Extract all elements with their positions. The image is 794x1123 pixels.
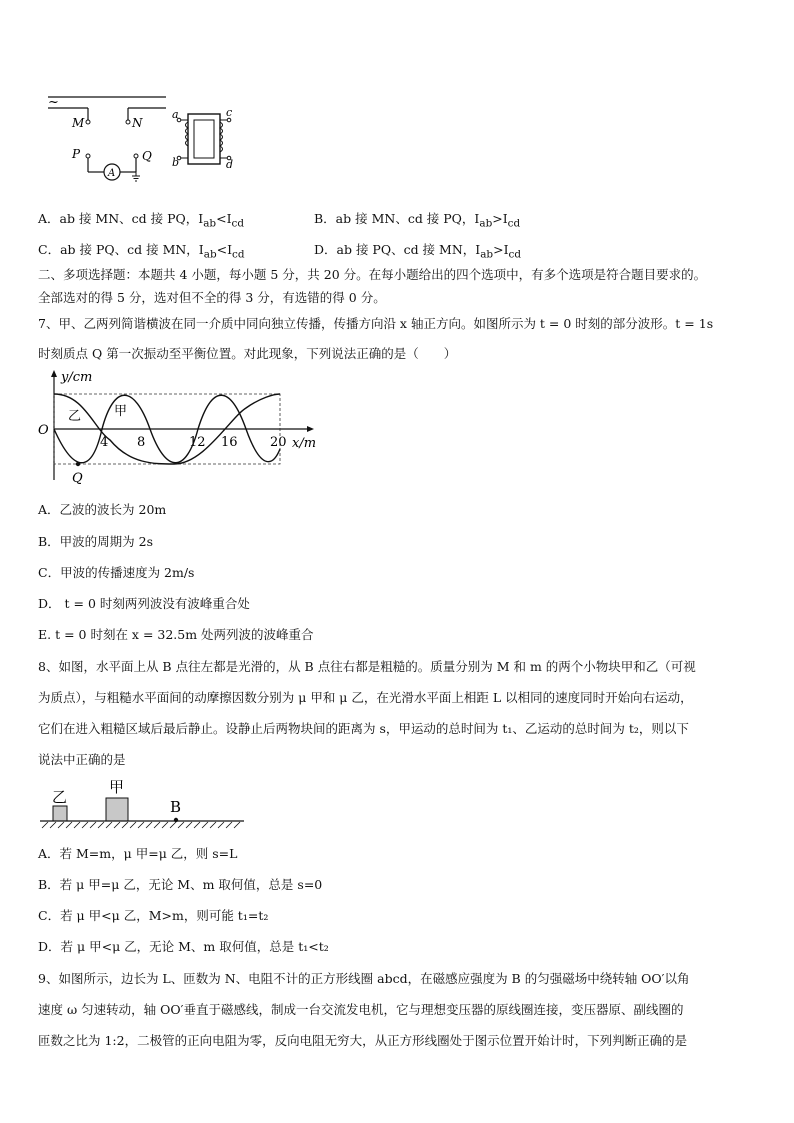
ac-symbol: ~ — [48, 95, 59, 110]
q6-option-a: A．ab 接 MN、cd 接 PQ，$I_{ab}<I_{cd}$ — [38, 211, 245, 230]
q9-stem-line1: 9、如图所示，边长为 L、匝数为 N、电阻不计的正方形线圈 abcd，在磁感应强度为 B 的匀强磁场中绕转轴 OO′以角 — [38, 971, 690, 986]
q9-stem-line3: 匝数之比为 1:2，二极管的正向电阻为零，反向电阻无穷大，从正方形线圈处于图示位置开始计时，下列判断正确的是 — [38, 1033, 688, 1048]
q8-stem-line2: 为质点），与粗糙水平面间的动摩擦因数分别为 μ 甲和 μ 乙，在光滑水平面上相距 L 以相同的速度同时开始向右运动， — [38, 690, 693, 705]
terminal-n: N — [132, 116, 143, 130]
terminal-a: a — [172, 108, 179, 121]
q8-option-d: D．若 μ 甲<μ 乙，无论 M、m 取何值，总是 t₁<t₂ — [38, 939, 329, 954]
q9-stem-line2: 速度 ω 匀速转动，轴 OO′垂直于磁感线，制成一台交流发电机，它与理想变压器的原线圈连接，变压器原、副线圈的 — [38, 1002, 684, 1017]
point-q-label: Q — [72, 471, 83, 484]
origin-label: O — [38, 423, 49, 438]
x-tick-12: 12 — [189, 435, 206, 450]
terminal-q: Q — [142, 149, 152, 163]
q8-option-a: A．若 M=m，μ 甲=μ 乙，则 s=L — [38, 846, 238, 861]
section2-heading-line1: 二、多项选择题：本题共 4 小题，每小题 5 分，共 20 分。在每小题给出的四个选项中，有多个选项是符合题目要求的。 — [38, 267, 707, 282]
point-b-label: B — [170, 798, 182, 816]
q7-option-c: C．甲波的传播速度为 2m/s — [38, 565, 195, 580]
q7-option-e: E. t = 0 时刻在 x = 32.5m 处两列波的波峰重合 — [38, 627, 314, 642]
ammeter-label: A — [108, 168, 116, 179]
terminal-p: P — [72, 147, 81, 161]
terminal-c: c — [226, 106, 233, 119]
x-tick-20: 20 — [270, 435, 287, 450]
q8-option-c: C．若 μ 甲<μ 乙，M>m，则可能 t₁=t₂ — [38, 908, 269, 923]
q7-option-b: B．甲波的周期为 2s — [38, 534, 154, 549]
q8-stem-line1: 8、如图，水平面上从 B 点往左都是光滑的，从 B 点往右都是粗糙的。质量分别为 M 和 m 的两个小物块甲和乙（可视 — [38, 659, 696, 674]
q6-option-c: C．ab 接 PQ、cd 接 MN，$I_{ab}<I_{cd}$ — [38, 242, 245, 261]
block-jia-label: 甲 — [109, 778, 125, 796]
q8-stem-line3: 它们在进入粗糙区域后最后静止。设静止后两物块间的距离为 s，甲运动的总时间为 t₁、乙运动的总时间为 t₂，则以下 — [38, 721, 689, 736]
q8-stem-line4: 说法中正确的是 — [38, 752, 126, 767]
q6-option-b: B．ab 接 MN、cd 接 PQ，$I_{ab}>I_{cd}$ — [314, 211, 521, 230]
q8-option-b: B．若 μ 甲=μ 乙，无论 M、m 取何值，总是 s=0 — [38, 877, 323, 892]
section2-heading-line2: 全部选对的得 5 分，选对但不全的得 3 分，有选错的得 0 分。 — [38, 290, 386, 305]
terminal-d: d — [226, 158, 234, 171]
transformer-core — [188, 114, 220, 164]
y-axis-label: y/cm — [61, 370, 93, 385]
terminal-m: M — [72, 116, 85, 130]
x-axis-label: x/m — [292, 436, 317, 451]
wave-jia-label: 甲 — [114, 404, 128, 419]
wave-figure — [34, 368, 334, 484]
q7-option-d: D． t = 0 时刻两列波没有波峰重合处 — [38, 596, 250, 611]
block-yi — [53, 806, 67, 821]
q6-option-d: D．ab 接 PQ、cd 接 MN，$I_{ab}>I_{cd}$ — [314, 242, 522, 261]
q7-option-a: A．乙波的波长为 20m — [38, 502, 167, 517]
transformer-circuit-figure — [40, 92, 250, 182]
point-q-dot — [76, 462, 80, 466]
block-jia — [106, 798, 128, 821]
x-tick-16: 16 — [221, 435, 238, 450]
q7-stem-line2: 时刻质点 Q 第一次振动至平衡位置。对此现象，下列说法正确的是（ ） — [38, 346, 457, 361]
terminal-b: b — [172, 156, 180, 169]
x-tick-8: 8 — [137, 435, 146, 450]
wave-yi-label: 乙 — [68, 409, 82, 424]
q7-stem-line1: 7、甲、乙两列简谐横波在同一介质中同向独立传播，传播方向沿 x 轴正方向。如图所示为 t = 0 时刻的部分波形。t = 1s — [38, 316, 714, 331]
x-tick-4: 4 — [100, 435, 109, 450]
block-yi-label: 乙 — [52, 788, 68, 806]
blocks-figure — [36, 778, 248, 830]
